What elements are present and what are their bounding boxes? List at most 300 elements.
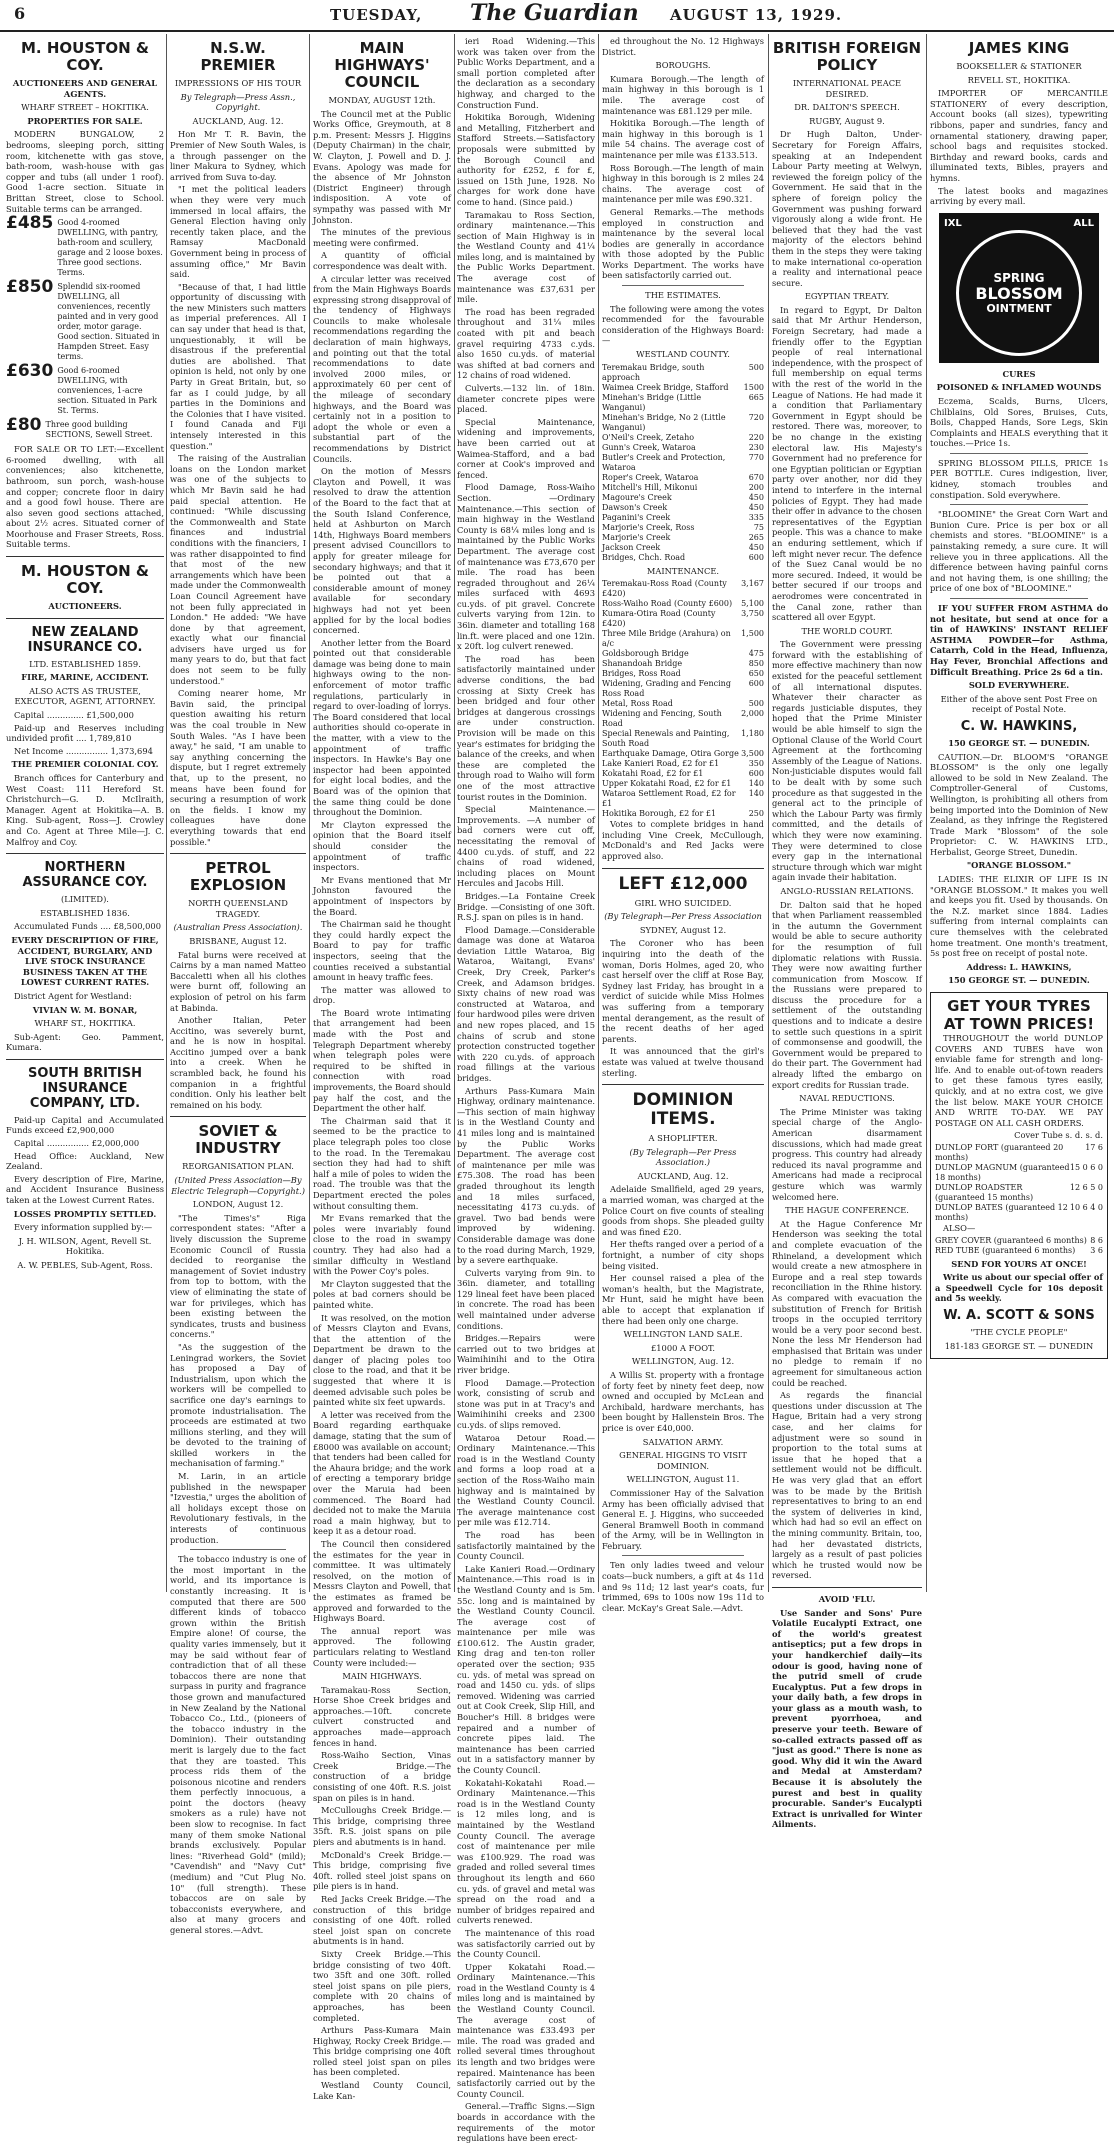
estimate-row bbox=[602, 503, 764, 513]
petrol-dateline: BRISBANE, August 12. bbox=[189, 935, 287, 946]
property-bungalow: MODERN BUNGALOW, 2 bedrooms, sleeping porch, sitting room, kitchenette with gas stove, bath-room, wash-house with gas copper and tubs (all under 1 roof). Good 1-acre section. Situate in Brittan Street, close to School. Suitable terms can be arranged. bbox=[6, 129, 164, 214]
property-price: £630 bbox=[6, 361, 54, 382]
nz-insurance-income: Net Income ................ 1,373,694 bbox=[14, 745, 153, 756]
maintenance-row bbox=[602, 729, 764, 749]
maintenance-row bbox=[602, 609, 764, 629]
article-paragraph: Flood Damage.—Considerable damage was done at Wataroa deviation Little Wataroa, Big Wataroa, Waitangi, Evans' Creek, Dry Creek, Parker's Creek, and Adamson bridges. Sixty chains of new road was constructed at Wataroa, and four hardwood piles were driven and new ropes placed, and 15 chains of scrub and stone protection constructed together with 220 cu.yds. of approach road fillings at the various bridges. bbox=[457, 924, 595, 1083]
row-value: 1,180 bbox=[741, 729, 764, 739]
article-paragraph: Ross Borough.—The length of main highway in this borough is 2 miles 24 chains. The average cost of maintenance per mile was £90.321. bbox=[602, 162, 764, 205]
article-paragraph: Taramakau to Ross Section, ordinary maintenance.—This section of Main Highway is in the Westland County and 41¼ miles long, and is maintained by the Public Works Department. The average cost of maintenance was £37,631 per mile. bbox=[457, 209, 595, 305]
orange-blossom-heading: "ORANGE BLOSSOM." bbox=[966, 860, 1072, 871]
row-value: 650 bbox=[748, 669, 764, 679]
south-british-agent: J. H. WILSON, Agent, Revell St. Hokitika. bbox=[18, 1235, 152, 1257]
row-label: Shanandoah Bridge bbox=[602, 659, 683, 669]
article-paragraph: It was announced that the girl's estate was valued at twelve thousand sterling. bbox=[602, 1046, 764, 1078]
property-text: Good 4-roomed DWELLING, with pantry, bath-room and scullery, garage and 2 loose boxes. Three good sections. Terms. bbox=[57, 218, 163, 278]
row-value: 1,500 bbox=[741, 629, 764, 639]
article-paragraph: At the Hague Conference Mr Henderson was seeking the total and complete evacuation of the Rhineland, a development which would create a new atmosphere in Europe and a real step towards reconciliation in the Rhine history. As compared with evacuation the substitution of French for British troops in the occupied territory would be a very poor second best. None the less Mr Henderson had emphasised that Britain was under no pledge to remain if no agreement for simultaneous action could be reached. bbox=[772, 1218, 922, 1388]
maintenance-row bbox=[602, 659, 764, 669]
row-value: 17 6 bbox=[1085, 1142, 1103, 1152]
row-value: 3 6 bbox=[1090, 1245, 1103, 1255]
houston-ad-2-subtitle: AUCTIONEERS. bbox=[48, 601, 122, 612]
seal-corner-left: IXL bbox=[944, 218, 962, 230]
estimate-row bbox=[602, 543, 764, 553]
row-label: Roper's Creek, Wataroa bbox=[602, 472, 699, 482]
row-label: Wataroa Settlement Road, £2 for £1 bbox=[602, 789, 736, 809]
premier-headline: N.S.W. PREMIER bbox=[200, 39, 276, 74]
property-listing bbox=[6, 213, 164, 278]
maintenance-row bbox=[602, 669, 764, 679]
egyptian-treaty-subhead: EGYPTIAN TREATY. bbox=[804, 291, 890, 302]
pills-ad: SPRING BLOSSOM PILLS, PRICE 1s PER BOTTLE. Cures indigestion, liver, kidney, stomach troubles and constipation. Sold everywhere. bbox=[930, 457, 1108, 500]
article-paragraph: Culverts.—132 lin. of 18in. diameter concrete pipes were placed. bbox=[457, 383, 595, 415]
property-to-let: FOR SALE OR TO LET:—Excellent 6-roomed dwelling, with all conveniences; also kitchenette, bathroom, sun porch, wash-house and copper; concrete floor in dairy and a good fowl house. There are also seven good sections attached, about 2½ acres. Situated corner of Moorhouse and Fraser Streets, Ross. Suitable terms. bbox=[6, 444, 164, 550]
ladies-address: Address: L. HAWKINS, bbox=[966, 961, 1072, 972]
salvation-dateline: WELLINGTON, August 11. bbox=[626, 1474, 740, 1485]
post-free-note: Either of the above sent Post Free on receipt of Postal Note. bbox=[940, 693, 1098, 715]
highways-headline: MAIN HIGHWAYS' COUNCIL bbox=[334, 39, 430, 91]
maintenance-subhead: MAINTENANCE. bbox=[646, 565, 720, 576]
article-paragraph: "Because of that, I had little opportunity of discussing with the new Ministers such matters as imperial preferences. All I can say under that head is that, unquestionably, it will be disastrous if the preferential duties are abolished. That opinion is held, not only by one Party in Great Britain, but, so far as I could judge, by all parties in the Dominions and the Colonies that I have visited. I found Canada and Fiji intensely interested in this question." bbox=[170, 281, 306, 451]
row-value: 1500 bbox=[743, 382, 764, 392]
petrol-headline: PETROL EXPLOSION bbox=[189, 859, 287, 895]
estimate-row bbox=[602, 363, 764, 383]
northern-agent-label: District Agent for Westland: bbox=[14, 990, 132, 1001]
article-paragraph: Her thefts ranged over a period of a fortnight, a number of city shops being visited. bbox=[602, 1239, 764, 1271]
article-paragraph: The Council then considered the estimates for the year in committee. It was ultimately resolved, on the motion of Messrs Clayton and Powell, that the estimates as framed be approved and forwarded to the Highways Board. bbox=[313, 1538, 451, 1624]
seal-text-middle: BLOSSOM bbox=[975, 283, 1063, 303]
row-label: Marjorie's Creek, Ross bbox=[602, 522, 695, 532]
article-paragraph: It was resolved, on the motion of Messrs Clayton and Evans, that the attention of the Department be drawn to the danger of placing poles too close to the road, and that it be suggested that where it is deemed advisable such poles be painted white six feet upwards. bbox=[313, 1312, 451, 1408]
article-paragraph: Bridges.—La Fontaine Creek Bridge. —Consisting of one 30ft. R.S.J. span on piles is in hand. bbox=[457, 890, 595, 923]
property-text: Good 6-roomed DWELLING, with conveniences, 1-acre section. Situated in Park St. Terms. bbox=[57, 366, 157, 416]
tyre-row bbox=[935, 1246, 1103, 1256]
northern-description: EVERY DESCRIPTION OF FIRE, ACCIDENT, BURGLARY, AND LIVE STOCK INSURANCE BUSINESS TAKEN AT THE LOWEST CURRENT RATES. bbox=[11, 934, 159, 988]
property-text: Three good building SECTIONS, Sewell Street. bbox=[45, 420, 153, 440]
row-value: 475 bbox=[748, 649, 764, 659]
article-paragraph: The minutes of the previous meeting were confirmed. bbox=[313, 227, 451, 248]
row-label: DUNLOP BATES (guaranteed 12 months) bbox=[935, 1202, 1068, 1222]
northern-established: ESTABLISHED 1836. bbox=[40, 907, 130, 918]
row-value: 230 bbox=[748, 442, 764, 452]
scott-address: 181-183 GEORGE ST. — DUNEDIN bbox=[944, 1340, 1094, 1351]
row-label: Bridges, Chch. Road bbox=[602, 552, 686, 562]
article-paragraph: Hokitika Borough, Widening and Metalling, Fitzherbert and Stafford Streets.—Satisfactory proposals were submitted by the Borough Council and authority for £252, £ for £, issued on 15th June, 1928. No charges for work done have come to hand. (Since paid.) bbox=[457, 112, 595, 207]
maintenance-row bbox=[602, 769, 764, 779]
property-listing bbox=[6, 415, 164, 440]
dominion-items-headline: DOMINION ITEMS. bbox=[632, 1090, 734, 1130]
sold-everywhere: SOLD EVERYWHERE. bbox=[968, 680, 1070, 691]
article-paragraph: The following were among the votes recommended for the favourable consideration of the Highways Board:— bbox=[602, 303, 764, 346]
maintenance-row bbox=[602, 709, 764, 729]
row-label: Lake Kanieri Road, £2 for £1 bbox=[602, 759, 720, 769]
land-sale-price: £1000 A FOOT. bbox=[651, 1342, 715, 1353]
nz-insurance-capital: Capital .............. £1,500,000 bbox=[14, 710, 134, 721]
estimate-row bbox=[602, 453, 764, 473]
property-listing bbox=[6, 361, 164, 416]
row-value: 670 bbox=[748, 472, 764, 482]
estimate-row bbox=[602, 473, 764, 483]
maintenance-row bbox=[602, 789, 764, 809]
row-label: Widening, Grading and Fencing Ross Road bbox=[602, 679, 731, 699]
estimate-row bbox=[602, 553, 764, 563]
row-value: 450 bbox=[748, 492, 764, 502]
scott-subtitle: "THE CYCLE PEOPLE" bbox=[970, 1326, 1068, 1337]
row-value: 3,167 bbox=[741, 579, 764, 589]
divider bbox=[6, 618, 164, 619]
south-british-info: Every information supplied by:— bbox=[14, 1222, 153, 1233]
row-label: RED TUBE (guaranteed 6 months) bbox=[935, 1245, 1076, 1255]
article-paragraph: M. Larin, in an article published in the newspaper "Izvestia," urges the abolition of all holidays except those on Revolutionary festivals, in the interests of continuous production. bbox=[170, 1471, 306, 1545]
article-paragraph: The matter was allowed to drop. bbox=[313, 984, 451, 1006]
hawkins-address: 150 GEORGE ST. — DUNEDIN. bbox=[948, 737, 1090, 748]
divider bbox=[772, 1587, 922, 1588]
caution-notice: CAUTION.—Dr. BLOOM'S "ORANGE BLOSSOM" is the only one legally allowed to be sold in New Zealand. The Comptroller-General of Customs, Wellington, is prohibiting all others from being imported into the Dominion of New Zealand, as they infringe the Registered Trade Mark "Blossom" of the sole Proprietor: C. W. HAWKINS LTD., Herbalist, George Street, Dunedin. bbox=[930, 751, 1108, 857]
row-label: Teremakau Bridge, south approach bbox=[602, 362, 705, 382]
article-paragraph: Red Jacks Creek Bridge.—The construction of this bridge consisting of one 40ft. rolled steel joist span on concrete abutments is in hand. bbox=[313, 1893, 451, 1947]
divider bbox=[950, 598, 1088, 599]
property-price: £80 bbox=[6, 415, 42, 436]
row-label: Widening and Fencing, South Road bbox=[602, 709, 722, 729]
nz-insurance-paid: Paid-up and Reserves including undivided profit .... 1,789,810 bbox=[6, 722, 164, 744]
row-label: DUNLOP MAGNUM (guaranteed 18 months) bbox=[935, 1162, 1070, 1182]
article-paragraph: Mr Clayton suggested that the poles at bad corners should be painted white. bbox=[313, 1278, 451, 1310]
masthead bbox=[0, 0, 1114, 32]
row-label: Metal, Ross Road bbox=[602, 699, 673, 709]
maintenance-row bbox=[602, 649, 764, 659]
northern-funds: Accumulated Funds .... £8,500,000 bbox=[14, 921, 161, 932]
article-paragraph: As regards the financial questions under discussion at The Hague, Britain had a very strong case, and her claims for adjustment were so sound in proportion to the total sums at issue that he hoped that a settlement would not be difficult. He was very glad that an effort was to be made by the British representatives to bring to an end the system of deliveries in kind, which had had so evil an effect on the mining community. Britain, too, had her devastated districts, largely as a result of past policies which he trusted would now be reversed. bbox=[772, 1390, 922, 1581]
row-value: 600 bbox=[748, 679, 764, 689]
article-paragraph: Flood Damage.—Protection work, consisting of scrub and stone was put in at Tracy's and Waimihinihi creeks and 2300 cu.yds. of slips removed. bbox=[457, 1377, 595, 1430]
nz-insurance-established: LTD. ESTABLISHED 1859. bbox=[29, 658, 141, 669]
asthma-ad: IF YOU SUFFER FROM ASTHMA do not hesitate, but send at once for a tin of HAWKINS' INSTANT RELIEF ASTHMA POWDER—for Asthma, Catarrh, Cold in the Head, Influenza, Hay Fever, Bronchial Affections and Difficult Breathing. Price 2s 6d a tin. bbox=[930, 603, 1108, 677]
land-sale-dateline: WELLINGTON, Aug. 12. bbox=[631, 1356, 735, 1367]
ladies-ad: LADIES: THE ELIXIR OF LIFE IS IN "ORANGE BLOSSOM." It makes you well and keeps you fit. Used by thousands. On the N.Z. market since 1884. Ladies suffering from internal complaints can cure themselves with the celebrated home treatment. One month's treatment, 5s post free on receipt of postal note. bbox=[930, 874, 1108, 959]
row-value: 600 bbox=[748, 552, 764, 562]
article-paragraph: Another letter from the Board pointed out that considerable damage was being done to main highways owing to the non-enforcement of motor traffic regulations, particularly in regard to over-loading of lorrys. The Board considered that local authorities should co-operate in the matter, with a view to the appointment of traffic inspectors. In Hawke's Bay one inspector had been appointed for eight local bodies, and the Board was of the opinion that the same thing could be done throughout the Dominion. bbox=[313, 637, 451, 818]
row-value: 450 bbox=[748, 502, 764, 512]
row-label: Kokatahi Road, £2 for £1 bbox=[602, 769, 704, 779]
article-paragraph: The Board wrote intimating that arrangement had been made with the Post and Telegraph Department whereby when telegraph poles were required to be shifted in connection with road improvements, the Board should pay half the cost, and the Department the other half. bbox=[313, 1007, 451, 1114]
hawkins-name: C. W. HAWKINS, bbox=[960, 718, 1078, 734]
seal-text-bottom: OINTMENT bbox=[986, 301, 1052, 315]
anglo-russian-subhead: ANGLO-RUSSIAN RELATIONS. bbox=[780, 885, 914, 896]
seal-text-top: SPRING bbox=[993, 270, 1045, 285]
james-king-text-2: The latest books and magazines arriving by every mail. bbox=[930, 185, 1108, 207]
houston-ad-subtitle: AUCTIONEERS AND GENERAL AGENTS. bbox=[12, 78, 158, 99]
spring-blossom-seal bbox=[939, 213, 1099, 363]
article-paragraph: Coming nearer home, Mr Bavin said, the principal question awaiting his return was the coal trouble in New South Wales. "As I have been away," he said, "I am unable to say anything concerning the dispute, but I regret extremely that, up to the present, no means have been found for securing a resumption of work on the fields. I know my colleagues have done everything towards that end possible." bbox=[170, 688, 306, 847]
article-paragraph: Hokitika Borough.—The length of main highway in this borough is 1 mile 54 chains. The average cost of maintenance per mile was £133.513. bbox=[602, 118, 764, 160]
article-paragraph: The road has been satisfactorily maintained under adverse conditions, the bad crossing at Sixty Creek has been bridged and four other bridges at dangerous crossings are under construction. Provision will be made on this year's estimates for bridging the balance of the creeks, and when these are completed the through road to Waiho will form one of the most attractive tourist routes in the Dominion. bbox=[457, 653, 595, 802]
ladies-address-2: 150 GEORGE ST. — DUNEDIN. bbox=[948, 975, 1090, 986]
tyre-row bbox=[935, 1163, 1103, 1183]
page-number: 6 bbox=[14, 4, 26, 23]
maintenance-row bbox=[602, 809, 764, 819]
estimate-row bbox=[602, 433, 764, 443]
seal-corner-right: ALL bbox=[1073, 218, 1094, 230]
james-king-subtitle: BOOKSELLER & STATIONER bbox=[956, 61, 1082, 71]
foreign-policy-subhead-2: DR. DALTON'S SPEECH. bbox=[794, 102, 900, 113]
divider bbox=[622, 285, 744, 286]
nz-insurance-title: NEW ZEALAND INSURANCE CO. bbox=[27, 624, 143, 655]
soviet-byline: (United Press Association—By Electric Telegraph—Copyright.) bbox=[171, 1175, 305, 1196]
houston-ad-address: WHARF STREET – HOKITIKA. bbox=[21, 102, 149, 113]
row-value: 850 bbox=[748, 659, 764, 669]
article-paragraph: General Remarks.—The methods employed in construction and maintenance by the several local bodies are generally in accordance with those adopted by the Public Works Department. The works have been satisfactorily carried out. bbox=[602, 206, 764, 281]
james-king-text: IMPORTER OF MERCANTILE STATIONERY of every description, Account books (all sizes), typewriting ribbons, paper and sundries, fancy and ornamental stationery, drawing paper, school bags and requisites stocked. Birthday and reward books, cards and illuminated texts, Bibles, prayers and hymns. bbox=[930, 88, 1108, 183]
article-paragraph: McDonald's Creek Bridge.—This bridge, comprising five 40ft. rolled steel joist spans on pile piers is in hand. bbox=[313, 1849, 451, 1892]
salvation-subhead: SALVATION ARMY. bbox=[642, 1436, 724, 1447]
row-label: DUNLOP ROADSTER (guaranteed 15 months) bbox=[935, 1182, 1034, 1202]
soviet-dateline: LONDON, August 12. bbox=[192, 1199, 284, 1210]
estimate-row bbox=[602, 443, 764, 453]
row-label: DUNLOP FORT (guaranteed 20 months) bbox=[935, 1142, 1064, 1162]
masthead-date: AUGUST 13, 1929. bbox=[670, 6, 843, 24]
divider bbox=[170, 1116, 306, 1117]
column-7 bbox=[930, 36, 1108, 1592]
maintenance-table bbox=[602, 579, 764, 819]
tyres-column-header: Cover Tube s. d. s. d. bbox=[1014, 1130, 1103, 1141]
divider bbox=[170, 853, 306, 854]
nz-insurance-acts: ALSO ACTS AS TRUSTEE, EXECUTOR, AGENT, ATTORNEY. bbox=[14, 685, 156, 707]
property-listing bbox=[6, 277, 164, 362]
cures-subheading: POISONED & INFLAMED WOUNDS bbox=[936, 382, 1102, 393]
row-value: 12 6 5 0 bbox=[1069, 1182, 1103, 1192]
article-paragraph: The annual report was approved. The following particulars relating to Westland County were included:— bbox=[313, 1625, 451, 1668]
tyre-row bbox=[935, 1203, 1103, 1223]
column-rule bbox=[309, 34, 310, 1592]
northern-assurance-title: NORTHERN ASSURANCE COY. bbox=[22, 860, 148, 891]
article-paragraph: Upper Kokatahi Road.—Ordinary Maintenance.—This road in the Westland County is 4 miles long and is maintained by the Westland County Council. The average cost of maintenance was £33.493 per mile. The road was graded and rolled several times throughout its length and two bridges were repaired. Maintenance has been satisfactorily carried out by the County Council. bbox=[457, 1961, 595, 2099]
cures-text: Eczema, Scalds, Burns, Ulcers, Chilblains, Old Sores, Bruises, Cuts, Boils, Chapped Hands, Sore Legs, Skin Complaints and HEALS everything that it touches.—Price 1s. bbox=[930, 395, 1108, 449]
tyre-row bbox=[935, 1236, 1103, 1246]
world-court-subhead: THE WORLD COURT. bbox=[801, 625, 893, 636]
left-12000-subhead: GIRL WHO SUICIDED. bbox=[634, 897, 732, 908]
houston-ad-2-title: M. HOUSTON & COY. bbox=[21, 562, 149, 598]
tobacco-advertorial: The tobacco industry is one of the most important in the world, and its importance is constantly increasing. It is computed that there are 500 different kinds of tobacco grown within the British Empire alone! Of course, the quality varies immensely, but it may be said without fear of contradiction that of all these tobaccos there are none that surpass in purity and fragrance those grown and manufactured in New Zealand by the National Tobacco Co., Ltd., (pioneers of the tobacco industry in the Dominion). Their outstanding merit is largely due to the fact that they are toasted. This process rids them of the poisonous nicotine and renders them perfectly innocuous, a point the doctors (heavy smokers as a rule) have not been slow to recognise. In fact many of them smoke National brands exclusively. Popular lines: "Riverhead Gold" (mild); "Cavendish" and "Navy Cut" (medium) and "Cut Plug No. 10" (full strength). These tobaccos are on sale by tobacconists everywhere, and also at many grocers and general stores.—Advt. bbox=[170, 1554, 306, 1935]
article-paragraph: General.—Traffic Signs.—Sign boards in accordance with the requirements of the motor regulations have been erect- bbox=[457, 2101, 595, 2144]
row-value: 335 bbox=[748, 512, 764, 522]
article-paragraph: Lake Kanieri Road.—Ordinary Maintenance.—This road is in the Westland County and is 5m. 55c. long and is maintained by the Westland County Council. The average cost of maintenance per mile was £100.612. The Austin grader, King drag and ten-ton roller operated over the section; 935 cu. yds. of metal was spread on road and 1450 cu. yds. of slips removed. Widening was carried out at Cook Creek, Slip Hill, and Boucher's Hill. 8 bridges were repaired and a number of concrete pipes laid. The maintenance has been carried out in a satisfactory manner by the County Council. bbox=[457, 1563, 595, 1775]
article-paragraph: Westland County Council, Lake Kan- bbox=[313, 2080, 451, 2101]
column-5 bbox=[602, 36, 764, 1613]
maintenance-row bbox=[602, 749, 764, 759]
article-paragraph: A quantity of official correspondence was dealt with. bbox=[313, 250, 451, 271]
row-value: 350 bbox=[748, 759, 764, 769]
article-paragraph: ieri Road Widening.—This work was taken over from the Public Works Department, and a small portion completed after the declaration as a secondary highway, and charged to the Construction Fund. bbox=[457, 36, 595, 110]
soviet-headline: SOVIET & INDUSTRY bbox=[195, 1122, 281, 1158]
property-price: £850 bbox=[6, 277, 54, 298]
land-sale-subhead: WELLINGTON LAND SALE. bbox=[623, 1329, 743, 1340]
estimate-row bbox=[602, 413, 764, 433]
article-paragraph: The Prime Minister was taking special charge of the Anglo-American disarmament discussions, which had made great progress. This country had already reduced its naval programme and Americans had made a reciprocal gesture which was warmly welcomed here. bbox=[772, 1106, 922, 1202]
article-paragraph: "I met the political leaders when they were very much immersed in local affairs, the General Election having only recently taken place, and the Ramsay MacDonald Government being in process of assuming office," Mr Bavin said. bbox=[170, 184, 306, 280]
row-label: Minehan's Bridge (Little Wanganui) bbox=[602, 392, 702, 412]
northern-limited: (LIMITED). bbox=[61, 894, 109, 905]
row-value: 265 bbox=[748, 532, 764, 542]
article-paragraph: Adelaide Smallfield, aged 29 years, a married woman, was charged at the Police Court on five counts of stealing goods from shops. She pleaded guilty and was fined £20. bbox=[602, 1184, 764, 1237]
article-paragraph: A letter was received from the Board regarding earthquake damage, stating that the sum of £8000 was available on account; that tenders had been called for the Ahaura bridge; and the work of erecting a temporary bridge over the Maruia had been commenced. The Board had decided not to make the Maruia road a main highway, but to keep it as a detour road. bbox=[313, 1409, 451, 1537]
nz-insurance-tagline: THE PREMIER COLONIAL COY. bbox=[11, 759, 159, 770]
column-2 bbox=[170, 36, 306, 1935]
properties-heading: PROPERTIES FOR SALE. bbox=[27, 115, 143, 126]
article-paragraph: The Council met at the Public Works Office, Greymouth, at 8 p.m. Present: Messrs J. Higgins (Deputy Chairman) in the chair, W. Clayton, J. Powell and D. J. Evans. Apology was made for the absence of Mr Johnston (District Engineer) through indisposition. A vote of sympathy was passed with Mr Johnston. bbox=[313, 108, 451, 225]
south-british-subagent: A. W. PEBLES, Sub-Agent, Ross. bbox=[17, 1260, 153, 1270]
article-paragraph: The Chairman said he thought they could hardly expect the Board to pay for traffic inspectors, seeing that the counties received a substantial amount in heavy traffic fees. bbox=[313, 919, 451, 983]
eucalypti-ad: Use Sander and Sons' Pure Volatile Eucalypti Extract, one of the world's greatest antiseptics; put a few drops in your handkerchief daily—its odour is good, having none of the putrid smell of crude Eucalyptus. Put a few drops in your daily bath, a few drops in your glass as a mouth wash, to prevent pyorrhoea, and preserve your teeth. Beware of so-called extracts passed off as "just as good." There is none as good. Why did it win the Award and Medal at Amsterdam? Because it is absolutely the purest and best in quality procurable. Sander's Eucalypti Extract is unrivalled for Winter Ailments. bbox=[772, 1607, 922, 1830]
row-value: 15 0 6 0 bbox=[1069, 1162, 1103, 1172]
row-label: Paganini's Creek bbox=[602, 512, 671, 522]
row-label: Butler's Creek and Protection, Wataroa bbox=[602, 452, 726, 472]
article-paragraph: The road has been regraded throughout and 31¼ miles coated with pit and beach gravel requiring 4733 c.yds. also 1650 cu.yds. of material was shifted at bad corners and 12 chains of road widened. bbox=[457, 306, 595, 381]
row-label: O'Neil's Creek, Zetaho bbox=[602, 432, 695, 442]
article-paragraph: ed throughout the No. 12 Highways District. bbox=[602, 36, 764, 57]
south-british-losses: LOSSES PROMPTLY SETTLED. bbox=[13, 1208, 157, 1219]
article-paragraph: Special Maintenance.—Improvements. —A number of bad corners were cut off, necessitating the removal of 4400 cu.yds. of stuff, and 22 chains of road widened, including places on Mount Hercules and Jacobs Hill. bbox=[457, 804, 595, 889]
avoid-flu-heading: AVOID 'FLU. bbox=[818, 1593, 876, 1604]
south-british-paid: Paid-up Capital and Accumulated Funds exceed £2,900,000 bbox=[6, 1114, 164, 1136]
row-label: Dawson's Creek bbox=[602, 502, 668, 512]
row-label: Kumara-Otira Road (County £420) bbox=[602, 609, 716, 629]
article-paragraph: A Willis St. property with a frontage of forty feet by ninety feet deep, now owned and occupied by McLean and Archibald, hardware merchants, has been bought by Hallenstein Bros. The price is over £40,000. bbox=[602, 1369, 764, 1433]
article-paragraph: On the motion of Messrs Clayton and Powell, it was resolved to draw the attention of the Board to the fact that at the South Island Conference, held at Ashburton on March 14th, Highways Board members present advised Councillors to apply for greater mileage for secondary highways; and that it be pointed out that a considerable amount of money available for secondary highways had not yet been applied for by the local bodies concerned. bbox=[313, 466, 451, 636]
row-label: Jackson Creek bbox=[602, 542, 661, 552]
row-label: Ross-Waiho Road (County £600) bbox=[602, 599, 733, 609]
row-label: Minehan's Bridge, No 2 (Little Wanganui) bbox=[602, 412, 726, 432]
tyre-row bbox=[935, 1183, 1103, 1203]
northern-agent-address: WHARF ST., HOKITIKA. bbox=[34, 1018, 136, 1029]
speedwell-offer: Write us about our special offer of a Speedwell Cycle for 10s deposit and 5s weekly. bbox=[935, 1272, 1103, 1304]
article-paragraph: "As the suggestion of the Leningrad workers, the Soviet has proposed a Day of Industrialism, upon which the workers will be compelled to sacrifice one day's earnings to promote industrialisation. The proceeds are estimated at two millions sterling, and they will be devoted to the training of skilled workers in the mechanisation of farming." bbox=[170, 1341, 306, 1469]
divider bbox=[622, 1555, 744, 1556]
james-king-address: REVELL ST., HOKITIKA. bbox=[967, 74, 1071, 85]
article-paragraph: The maintenance of this road was satisfactorily carried out by the County Council. bbox=[457, 1927, 595, 1960]
premier-subhead: IMPRESSIONS OF HIS TOUR bbox=[174, 78, 302, 88]
row-value: 600 bbox=[748, 769, 764, 779]
dunlop-ad bbox=[930, 992, 1108, 1359]
row-value: 5,100 bbox=[741, 599, 764, 609]
estimate-row bbox=[602, 383, 764, 393]
estimate-row bbox=[602, 483, 764, 493]
shoplifter-subhead: A SHOPLIFTER. bbox=[648, 1133, 718, 1144]
article-paragraph: Wataroa Detour Road.—Ordinary Maintenance.—This road is in the Westland County and forms a loop road at a section of the Ross-Waiho main highway and is maintained by the Westland County Council. The average maintenance cost per mile was £12.714. bbox=[457, 1432, 595, 1528]
estimate-row bbox=[602, 533, 764, 543]
divider bbox=[6, 1059, 164, 1060]
south-british-head-office: Head Office: Auckland, New Zealand. bbox=[6, 1150, 164, 1172]
divider bbox=[950, 504, 1088, 505]
article-paragraph: Hon Mr T. R. Bavin, the Premier of New South Wales, is a through passenger on the liner Makura to Sydney, which arrived from Suva to-day. bbox=[170, 129, 306, 182]
row-label: Gunn's Creek, Wataroa bbox=[602, 442, 696, 452]
petrol-byline: (Australian Press Association). bbox=[173, 922, 303, 933]
property-text: Splendid six-roomed DWELLING, all conveniences, recently painted and in very good order, motor garage. Good section. Situated in Hampden Street. Easy terms. bbox=[57, 282, 160, 362]
row-value: 200 bbox=[748, 482, 764, 492]
row-value: 140 bbox=[748, 779, 764, 789]
northern-subagent: Sub-Agent: Geo. Pamment, Kumara. bbox=[6, 1031, 164, 1053]
article-paragraph: Flood Damage, Ross-Waiho Section. —Ordinary Maintenance.—This section of main highway in the Westland County is 68¼ miles long and is maintained by the Public Works Department. The average cost of maintenance was £73,670 per mile. The road has been regraded throughout and 26¼ miles surfaced with 4693 cu.yds. of pit gravel. Concrete culverts varying from 12in. to 36in. diameter and totalling 168 lin.ft. were placed and one 12in. x 20ft. log culvert renewed. bbox=[457, 482, 595, 652]
nz-insurance-lines: FIRE, MARINE, ACCIDENT. bbox=[21, 672, 149, 683]
property-price: £485 bbox=[6, 213, 54, 234]
row-value: 10 6 4 0 bbox=[1069, 1202, 1103, 1212]
article-paragraph: Her counsel raised a plea of the woman's health, but the Magistrate, Mr Hunt, said he might have been able to accept that explanation if there had been only one charge. bbox=[602, 1273, 764, 1326]
column-rule bbox=[598, 34, 599, 1592]
row-label: Special Renewals and Painting, South Road bbox=[602, 729, 730, 749]
highways-dateline: MONDAY, AUGUST 12th. bbox=[328, 95, 436, 105]
estimates-table bbox=[602, 363, 764, 563]
estimate-row bbox=[602, 493, 764, 503]
estimate-row bbox=[602, 393, 764, 413]
row-value: 770 bbox=[748, 452, 764, 462]
left-12000-dateline: SYDNEY, August 12. bbox=[639, 924, 727, 935]
south-british-description: Every description of Fire, Marine, and Accident Insurance Business taken at the Lowest Current Rates. bbox=[6, 1173, 164, 1206]
article-paragraph: Ross-Waiho Section, Vinas Creek Bridge.—The construction of a bridge consisting of one 40ft. R.S. joist span on piles is in hand. bbox=[313, 1750, 451, 1803]
column-1 bbox=[6, 36, 164, 1592]
row-label: Waimea Creek Bridge, Stafford bbox=[602, 382, 729, 392]
salvation-subhead-2: GENERAL HIGGINS TO VISIT DOMINION. bbox=[619, 1450, 747, 1471]
northern-agent-name: VIVIAN W. M. BONAR, bbox=[32, 1004, 138, 1015]
tyres-text: THROUGHOUT the world DUNLOP COVERS AND TUBES have won enviable fame for strength and long-life. And to enable out-of-town readers to get these famous tyres easily, quickly, and at no extra cost, we give the list below. MAKE YOUR CHOICE AND WRITE TO-DAY. WE PAY POSTAGE ON ALL CASH ORDERS. bbox=[935, 1033, 1103, 1128]
row-label: Upper Kokatahi Road, £2 for £1 bbox=[602, 779, 732, 789]
article-paragraph: Arthurs Pass-Kumara Main Highway, ordinary maintenance.—This section of main highway is in the Westland County and 41 miles long and is maintained by the Public Works Department. The average cost of maintenance per mile was £75.308. The road has been graded throughout its length and 18 miles surfaced, necessitating 4173 cu.yds. of gravel. Two bad bends were improved by widening. Considerable damage was done to the road during March, 1929, by a severe earthquake. bbox=[457, 1085, 595, 1266]
maintenance-row bbox=[602, 579, 764, 599]
article-paragraph: Another Italian, Peter Accitino, was severely burnt, and he is now in hospital. Accitino jumped over a bank into a creek. When he scrambled back, he found his companion in a frightful condition. Only his leather belt remained on his body. bbox=[170, 1015, 306, 1110]
row-value: 250 bbox=[748, 809, 764, 819]
article-paragraph: The Coroner who has been inquiring into the death of the woman, Doris Holmes, aged 20, who cast herself over the cliff at Rose Bay, Sydney last Friday, has brought in a verdict of suicide while Miss Holmes was suffering from a temporary mental derangement, as the result of the recent deaths of her aged parents. bbox=[602, 938, 764, 1044]
article-paragraph: Votes to complete bridges in hand including Vine Creek, McCullough, McDonald's and Red Jacks were approved also. bbox=[602, 819, 764, 861]
row-value: 8 6 bbox=[1090, 1235, 1103, 1245]
row-label: Marjorie's Creek bbox=[602, 532, 671, 542]
shoplifter-byline: (By Telegraph—Per Press Association.) bbox=[629, 1146, 737, 1168]
divider bbox=[6, 556, 164, 557]
row-value: 75 bbox=[753, 522, 764, 532]
article-paragraph: Dr. Dalton said that he hoped that when Parliament reassembled in the autumn the Government would be able to secure authority for the resumption of full diplomatic relations with Russia. They were now awaiting further communication from Moscow. If the Russians were prepared to discuss the procedure for a settlement of the outstanding questions and to indicate a desire to settle such questions in a spirit of commonsense and goodwill, the Government would be prepared to do their part. The Government had already lifted the embargo on export credits for Russian trade. bbox=[772, 899, 922, 1090]
divider bbox=[602, 1084, 764, 1085]
row-value: 500 bbox=[748, 699, 764, 709]
south-british-capital: Capital ................ £2,000,000 bbox=[14, 1138, 140, 1149]
article-paragraph: Mr Clayton expressed the opinion that the Board itself should consider the appointment of traffic inspectors. bbox=[313, 819, 451, 873]
scott-title: W. A. SCOTT & SONS bbox=[943, 1307, 1095, 1323]
row-label: Three Mile Bridge (Arahura) on a/c bbox=[602, 629, 731, 649]
article-paragraph: Arthurs Pass-Kumara Main Highway, Rocky Creek Bridge.—This bridge comprising one 40ft rolled steel joist span on piles has been completed. bbox=[313, 2025, 451, 2078]
soviet-subhead: REORGANISATION PLAN. bbox=[182, 1161, 294, 1172]
mckay-sale-ad: Ten only ladies tweed and velour coats—buck numbers, a gift at 4s 11d and 9s 11d; 12 last year's coats, fur trimmed, 69s to 100s now 19s 11d to clear. McKay's Great Sale.—Advt. bbox=[602, 1560, 764, 1613]
divider bbox=[190, 1549, 286, 1550]
row-value: 2,000 bbox=[741, 709, 764, 719]
petrol-subhead: NORTH QUEENSLAND TRAGEDY. bbox=[188, 898, 288, 919]
article-paragraph: Mr Evans remarked that the poles were invariably found close to the road in swampy country. They had also had a similar difficulty in Westland with the Power Coy's poles. bbox=[313, 1213, 451, 1277]
tyres-table bbox=[935, 1143, 1103, 1223]
main-highways-subhead: MAIN HIGHWAYS. bbox=[342, 1671, 422, 1682]
divider bbox=[602, 868, 764, 869]
foreign-policy-dateline: RUGBY, August 9. bbox=[809, 115, 885, 126]
divider bbox=[6, 853, 164, 854]
row-value: 665 bbox=[748, 392, 764, 402]
westland-county-subhead: WESTLAND COUNTY. bbox=[636, 349, 730, 360]
tyre-row bbox=[935, 1143, 1103, 1163]
tyres-headline: GET YOUR TYRES AT TOWN PRICES! bbox=[943, 997, 1095, 1033]
maintenance-row bbox=[602, 599, 764, 609]
row-value: 3,500 bbox=[741, 749, 764, 759]
article-paragraph: McCulloughs Creek Bridge.—This bridge, comprising three 35ft. R.S. joist spans on pile piers and abutments is in hand. bbox=[313, 1805, 451, 1847]
also-table bbox=[935, 1236, 1103, 1256]
column-4 bbox=[457, 36, 595, 2144]
shoplifter-dateline: AUCKLAND, Aug. 12. bbox=[637, 1170, 729, 1181]
article-paragraph: Kumara Borough.—The length of main highway in this borough is 1 mile. The average cost of maintenance was £81.129 per mile. bbox=[602, 73, 764, 116]
estimate-row bbox=[602, 523, 764, 533]
houston-ad-title: M. HOUSTON & COY. bbox=[21, 39, 149, 74]
article-paragraph: Sixty Creek Bridge.—This bridge consisting of two 40ft. two 35ft and one 30ft. rolled steel joist spans on pile piers, complete with 20 chains of approaches, has been completed. bbox=[313, 1948, 451, 2023]
